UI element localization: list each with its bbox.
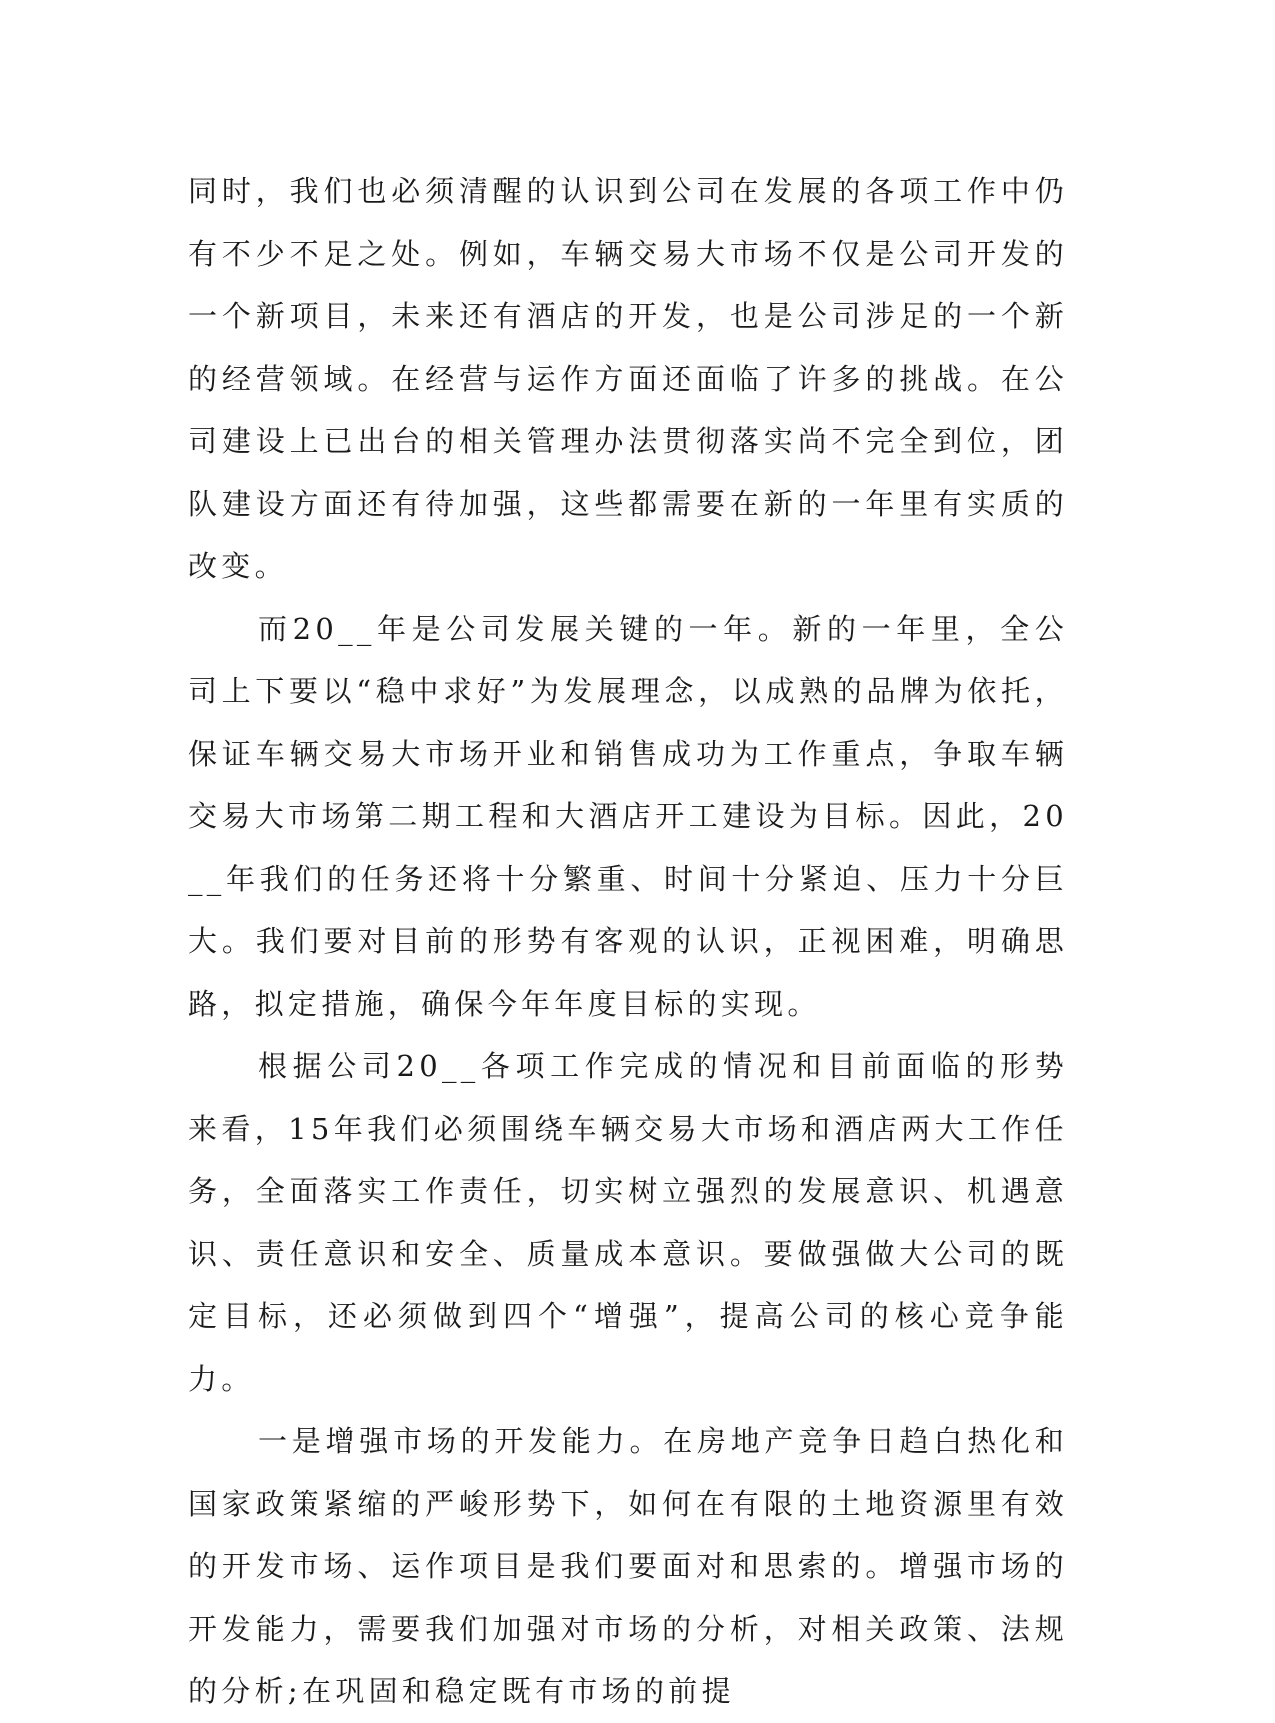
- paragraph-2: 而20__年是公司发展关键的一年。新的一年里，全公司上下要以“稳中求好”为发展理念，以成熟的品牌为依托，保证车辆交易大市场开业和销售成功为工作重点，争取车辆交易大市场第二期工程和大酒店开工建设为目标。因此，20__年我们的任务还将十分繁重、时间十分紧迫、压力十分巨大。我们要对目前的形势有客观的认识，正视困难，明确思路，拟定措施，确保今年年度目标的实现。: [188, 611, 1068, 1021]
- paragraph-1: 同时，我们也必须清醒的认识到公司在发展的各项工作中仍有不少不足之处。例如，车辆交易大市场不仅是公司开发的一个新项目，未来还有酒店的开发，也是公司涉足的一个新的经营领域。在经营与运作方面还面临了许多的挑战。在公司建设上已出台的相关管理办法贯彻落实尚不完全到位，团队建设方面还有待加强，这些都需要在新的一年里有实质的改变。: [188, 174, 1068, 583]
- body-text: [188, 160, 1068, 1723]
- paragraph-4: 一是增强市场的开发能力。在房地产竞争日趋白热化和国家政策紧缩的严峻形势下，如何在有限的土地资源里有效的开发市场、运作项目是我们要面对和思索的。增强市场的开发能力，需要我们加强对市场的分析，对相关政策、法规的分析;在巩固和稳定既有市场的前提: [188, 1424, 1068, 1708]
- paragraph-3: 根据公司20__各项工作完成的情况和目前面临的形势来看，15年我们必须围绕车辆交易大市场和酒店两大工作任务，全面落实工作责任，切实树立强烈的发展意识、机遇意识、责任意识和安全、质量成本意识。要做强做大公司的既定目标，还必须做到四个“增强”，提高公司的核心竞争能力。: [188, 1049, 1068, 1396]
